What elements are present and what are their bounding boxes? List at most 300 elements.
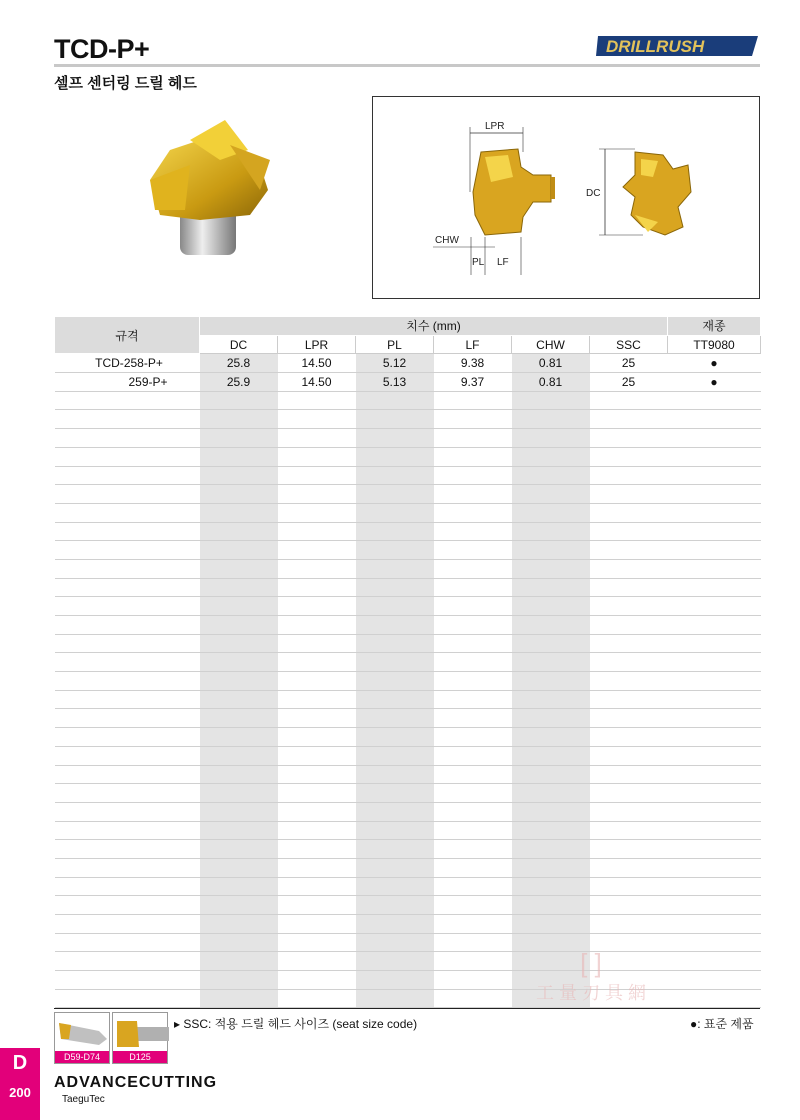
empty-cell: [278, 503, 356, 522]
empty-cell: [434, 952, 512, 971]
empty-cell: [434, 503, 512, 522]
drill-thumbnail-icon: [55, 1013, 111, 1053]
empty-row: [55, 485, 761, 504]
empty-cell: [668, 616, 761, 635]
empty-cell: [278, 429, 356, 448]
empty-cell: [356, 616, 434, 635]
cell-pl: 5.12: [356, 354, 434, 373]
empty-cell: [590, 690, 668, 709]
empty-cell: [278, 765, 356, 784]
empty-cell: [278, 578, 356, 597]
empty-row: [55, 709, 761, 728]
empty-cell: [200, 634, 278, 653]
empty-row: [55, 971, 761, 990]
empty-cell: [278, 896, 356, 915]
empty-cell: [512, 616, 590, 635]
empty-cell: [590, 522, 668, 541]
empty-cell: [434, 616, 512, 635]
empty-cell: [434, 709, 512, 728]
empty-cell: [668, 821, 761, 840]
empty-cell: [512, 709, 590, 728]
empty-cell: [356, 896, 434, 915]
empty-cell: [278, 728, 356, 747]
empty-cell: [356, 447, 434, 466]
empty-cell: [200, 485, 278, 504]
empty-cell: [200, 616, 278, 635]
col-lpr: LPR: [278, 335, 356, 354]
empty-cell: [512, 466, 590, 485]
empty-cell: [278, 971, 356, 990]
thumb2-label: D125: [113, 1051, 167, 1063]
row-code: 259-P+: [55, 373, 200, 392]
empty-cell: [590, 915, 668, 934]
empty-cell: [590, 503, 668, 522]
empty-cell: [590, 821, 668, 840]
col-tt9080: TT9080: [668, 335, 761, 354]
empty-cell: [55, 765, 200, 784]
cell-ssc: 25: [590, 354, 668, 373]
empty-cell: [512, 784, 590, 803]
empty-row: [55, 466, 761, 485]
empty-row: [55, 746, 761, 765]
empty-cell: [434, 971, 512, 990]
empty-cell: [356, 466, 434, 485]
svg-text:DRILLRUSH: DRILLRUSH: [606, 37, 705, 56]
empty-cell: [434, 578, 512, 597]
empty-cell: [356, 485, 434, 504]
empty-cell: [668, 485, 761, 504]
empty-cell: [512, 821, 590, 840]
empty-cell: [356, 541, 434, 560]
empty-cell: [668, 952, 761, 971]
cell-dc: 25.9: [200, 373, 278, 392]
col-ssc: SSC: [590, 335, 668, 354]
section-letter: D: [12, 1052, 28, 1074]
empty-cell: [512, 391, 590, 410]
empty-cell: [55, 653, 200, 672]
empty-cell: [55, 466, 200, 485]
empty-cell: [55, 559, 200, 578]
empty-cell: [278, 802, 356, 821]
empty-cell: [278, 933, 356, 952]
empty-cell: [590, 728, 668, 747]
cell-lf: 9.37: [434, 373, 512, 392]
empty-row: [55, 429, 761, 448]
table-row: [55, 373, 761, 392]
empty-cell: [356, 802, 434, 821]
empty-cell: [590, 410, 668, 429]
empty-cell: [278, 858, 356, 877]
empty-cell: [590, 541, 668, 560]
empty-cell: [668, 784, 761, 803]
empty-cell: [668, 728, 761, 747]
empty-cell: [512, 578, 590, 597]
empty-cell: [668, 391, 761, 410]
empty-cell: [200, 821, 278, 840]
empty-cell: [200, 597, 278, 616]
empty-cell: [200, 896, 278, 915]
empty-cell: [200, 802, 278, 821]
empty-cell: [200, 858, 278, 877]
empty-cell: [434, 466, 512, 485]
empty-cell: [55, 896, 200, 915]
empty-cell: [434, 672, 512, 691]
empty-cell: [512, 765, 590, 784]
empty-cell: [590, 858, 668, 877]
empty-cell: [55, 971, 200, 990]
empty-cell: [668, 896, 761, 915]
empty-cell: [278, 410, 356, 429]
empty-cell: [668, 802, 761, 821]
empty-cell: [200, 466, 278, 485]
empty-cell: [434, 933, 512, 952]
empty-cell: [512, 485, 590, 504]
empty-cell: [434, 410, 512, 429]
empty-cell: [512, 410, 590, 429]
empty-cell: [590, 634, 668, 653]
empty-cell: [55, 915, 200, 934]
empty-cell: [278, 915, 356, 934]
empty-cell: [278, 634, 356, 653]
empty-cell: [55, 616, 200, 635]
empty-cell: [512, 672, 590, 691]
empty-cell: [356, 784, 434, 803]
empty-cell: [278, 597, 356, 616]
empty-cell: [434, 896, 512, 915]
empty-cell: [668, 933, 761, 952]
empty-cell: [668, 466, 761, 485]
empty-row: [55, 821, 761, 840]
empty-cell: [434, 485, 512, 504]
empty-cell: [434, 559, 512, 578]
empty-cell: [434, 877, 512, 896]
empty-cell: [278, 709, 356, 728]
empty-cell: [200, 447, 278, 466]
empty-cell: [278, 989, 356, 1008]
empty-cell: [356, 559, 434, 578]
empty-cell: [434, 522, 512, 541]
empty-cell: [356, 634, 434, 653]
cell-lpr: 14.50: [278, 354, 356, 373]
empty-cell: [512, 746, 590, 765]
empty-cell: [590, 447, 668, 466]
empty-cell: [590, 896, 668, 915]
empty-cell: [356, 728, 434, 747]
empty-cell: [590, 429, 668, 448]
empty-cell: [55, 933, 200, 952]
empty-cell: [668, 447, 761, 466]
empty-cell: [356, 933, 434, 952]
empty-cell: [55, 429, 200, 448]
cell-chw: 0.81: [512, 354, 590, 373]
empty-cell: [200, 746, 278, 765]
empty-cell: [55, 802, 200, 821]
empty-cell: [668, 840, 761, 859]
lf-label: LF: [497, 257, 509, 268]
empty-cell: [668, 429, 761, 448]
empty-cell: [200, 840, 278, 859]
empty-cell: [278, 541, 356, 560]
empty-row: [55, 952, 761, 971]
empty-cell: [512, 503, 590, 522]
empty-cell: [434, 765, 512, 784]
page-subtitle: 셀프 센터링 드릴 헤드: [54, 75, 197, 92]
empty-cell: [668, 877, 761, 896]
empty-cell: [434, 858, 512, 877]
empty-cell: [356, 578, 434, 597]
thumbnail-d59-d74: [54, 1012, 110, 1064]
cell-lf: 9.38: [434, 354, 512, 373]
cell-grade: ●: [668, 373, 761, 392]
empty-cell: [512, 559, 590, 578]
cell-grade: ●: [668, 354, 761, 373]
empty-cell: [668, 653, 761, 672]
empty-cell: [55, 522, 200, 541]
empty-cell: [356, 840, 434, 859]
page-number: 200: [9, 1085, 31, 1100]
empty-row: [55, 653, 761, 672]
empty-cell: [668, 672, 761, 691]
empty-cell: [512, 858, 590, 877]
empty-row: [55, 578, 761, 597]
empty-row: [55, 840, 761, 859]
empty-cell: [356, 429, 434, 448]
empty-cell: [200, 410, 278, 429]
empty-cell: [200, 690, 278, 709]
empty-cell: [200, 522, 278, 541]
empty-cell: [668, 522, 761, 541]
empty-cell: [200, 784, 278, 803]
empty-cell: [55, 672, 200, 691]
empty-cell: [55, 447, 200, 466]
empty-cell: [590, 578, 668, 597]
empty-row: [55, 896, 761, 915]
empty-cell: [200, 877, 278, 896]
empty-cell: [200, 971, 278, 990]
empty-cell: [434, 447, 512, 466]
spec-header: 규격: [55, 317, 200, 354]
empty-cell: [356, 410, 434, 429]
empty-cell: [200, 915, 278, 934]
dimension-diagram: [372, 96, 760, 299]
empty-cell: [356, 971, 434, 990]
empty-cell: [668, 746, 761, 765]
empty-cell: [200, 672, 278, 691]
empty-cell: [590, 746, 668, 765]
empty-row: [55, 447, 761, 466]
empty-cell: [668, 503, 761, 522]
empty-cell: [55, 746, 200, 765]
col-lf: LF: [434, 335, 512, 354]
empty-cell: [356, 915, 434, 934]
empty-cell: [356, 765, 434, 784]
brand-sub: TaeguTec: [62, 1094, 105, 1105]
empty-cell: [356, 503, 434, 522]
empty-cell: [200, 989, 278, 1008]
empty-cell: [590, 616, 668, 635]
empty-row: [55, 391, 761, 410]
empty-row: [55, 802, 761, 821]
empty-cell: [434, 989, 512, 1008]
empty-cell: [668, 634, 761, 653]
empty-cell: [590, 559, 668, 578]
empty-row: [55, 858, 761, 877]
empty-cell: [55, 989, 200, 1008]
empty-cell: [434, 634, 512, 653]
grade-header: 재종: [668, 317, 761, 336]
table-row: [55, 354, 761, 373]
empty-cell: [512, 541, 590, 560]
empty-cell: [200, 653, 278, 672]
empty-cell: [55, 503, 200, 522]
empty-cell: [278, 653, 356, 672]
empty-cell: [590, 802, 668, 821]
empty-row: [55, 877, 761, 896]
empty-row: [55, 616, 761, 635]
empty-row: [55, 765, 761, 784]
empty-row: [55, 690, 761, 709]
empty-cell: [200, 391, 278, 410]
empty-cell: [278, 672, 356, 691]
brand-logo: ADVANCECUTTING: [54, 1074, 218, 1091]
cell-lpr: 14.50: [278, 373, 356, 392]
empty-cell: [434, 391, 512, 410]
empty-cell: [512, 653, 590, 672]
empty-row: [55, 784, 761, 803]
empty-cell: [278, 485, 356, 504]
col-dc: DC: [200, 335, 278, 354]
empty-cell: [200, 559, 278, 578]
empty-cell: [278, 690, 356, 709]
empty-cell: [55, 840, 200, 859]
empty-cell: [200, 541, 278, 560]
empty-cell: [668, 578, 761, 597]
empty-cell: [434, 840, 512, 859]
empty-cell: [278, 952, 356, 971]
empty-cell: [512, 597, 590, 616]
empty-cell: [668, 410, 761, 429]
empty-cell: [590, 784, 668, 803]
empty-cell: [55, 728, 200, 747]
empty-cell: [512, 429, 590, 448]
empty-cell: [356, 877, 434, 896]
empty-cell: [590, 466, 668, 485]
dimension-drawing: [373, 97, 761, 300]
empty-cell: [356, 522, 434, 541]
cell-dc: 25.8: [200, 354, 278, 373]
empty-cell: [200, 709, 278, 728]
empty-cell: [512, 802, 590, 821]
empty-cell: [668, 709, 761, 728]
empty-cell: [278, 746, 356, 765]
empty-cell: [668, 971, 761, 990]
empty-row: [55, 728, 761, 747]
empty-cell: [512, 690, 590, 709]
empty-cell: [55, 541, 200, 560]
empty-cell: [278, 522, 356, 541]
empty-cell: [512, 877, 590, 896]
section-tab: [0, 1048, 40, 1120]
empty-cell: [278, 559, 356, 578]
empty-cell: [278, 784, 356, 803]
empty-cell: [434, 746, 512, 765]
empty-row: [55, 410, 761, 429]
empty-row: [55, 522, 761, 541]
empty-row: [55, 933, 761, 952]
empty-cell: [356, 709, 434, 728]
drillrush-logo: [596, 32, 760, 62]
row-prefix: TCD-: [95, 356, 124, 371]
empty-cell: [668, 915, 761, 934]
empty-cell: [512, 634, 590, 653]
cell-ssc: 25: [590, 373, 668, 392]
empty-cell: [668, 597, 761, 616]
empty-cell: [278, 447, 356, 466]
spec-table: [54, 316, 761, 1008]
empty-cell: [356, 391, 434, 410]
empty-cell: [200, 429, 278, 448]
empty-cell: [512, 896, 590, 915]
empty-cell: [55, 597, 200, 616]
empty-cell: [55, 578, 200, 597]
cell-pl: 5.13: [356, 373, 434, 392]
col-chw: CHW: [512, 335, 590, 354]
empty-cell: [356, 821, 434, 840]
empty-cell: [200, 578, 278, 597]
empty-cell: [590, 391, 668, 410]
empty-cell: [278, 877, 356, 896]
empty-cell: [55, 858, 200, 877]
empty-cell: [590, 485, 668, 504]
empty-row: [55, 559, 761, 578]
lpr-label: LPR: [485, 121, 505, 132]
thumbnail-d125: [112, 1012, 168, 1064]
empty-cell: [278, 391, 356, 410]
col-pl: PL: [356, 335, 434, 354]
empty-cell: [512, 915, 590, 934]
empty-cell: [356, 858, 434, 877]
empty-cell: [356, 597, 434, 616]
empty-cell: [434, 429, 512, 448]
cell-chw: 0.81: [512, 373, 590, 392]
empty-cell: [434, 728, 512, 747]
ssc-note: ▸ SSC: 적용 드릴 헤드 사이즈 (seat size code): [174, 1017, 418, 1031]
empty-cell: [668, 858, 761, 877]
empty-cell: [590, 840, 668, 859]
empty-cell: [200, 728, 278, 747]
empty-cell: [278, 616, 356, 635]
empty-cell: [200, 503, 278, 522]
empty-cell: [668, 765, 761, 784]
empty-cell: [278, 466, 356, 485]
empty-cell: [434, 597, 512, 616]
empty-cell: [55, 877, 200, 896]
empty-cell: [668, 989, 761, 1008]
empty-cell: [55, 952, 200, 971]
pl-label: PL: [472, 257, 485, 268]
drill-head-thumbnail-icon: [113, 1013, 169, 1053]
empty-cell: [200, 933, 278, 952]
empty-cell: [434, 690, 512, 709]
empty-cell: [200, 765, 278, 784]
empty-cell: [200, 952, 278, 971]
empty-cell: [434, 802, 512, 821]
empty-cell: [356, 653, 434, 672]
empty-cell: [512, 728, 590, 747]
dimensions-header: 치수 (mm): [200, 317, 668, 336]
empty-cell: [55, 821, 200, 840]
empty-cell: [434, 784, 512, 803]
